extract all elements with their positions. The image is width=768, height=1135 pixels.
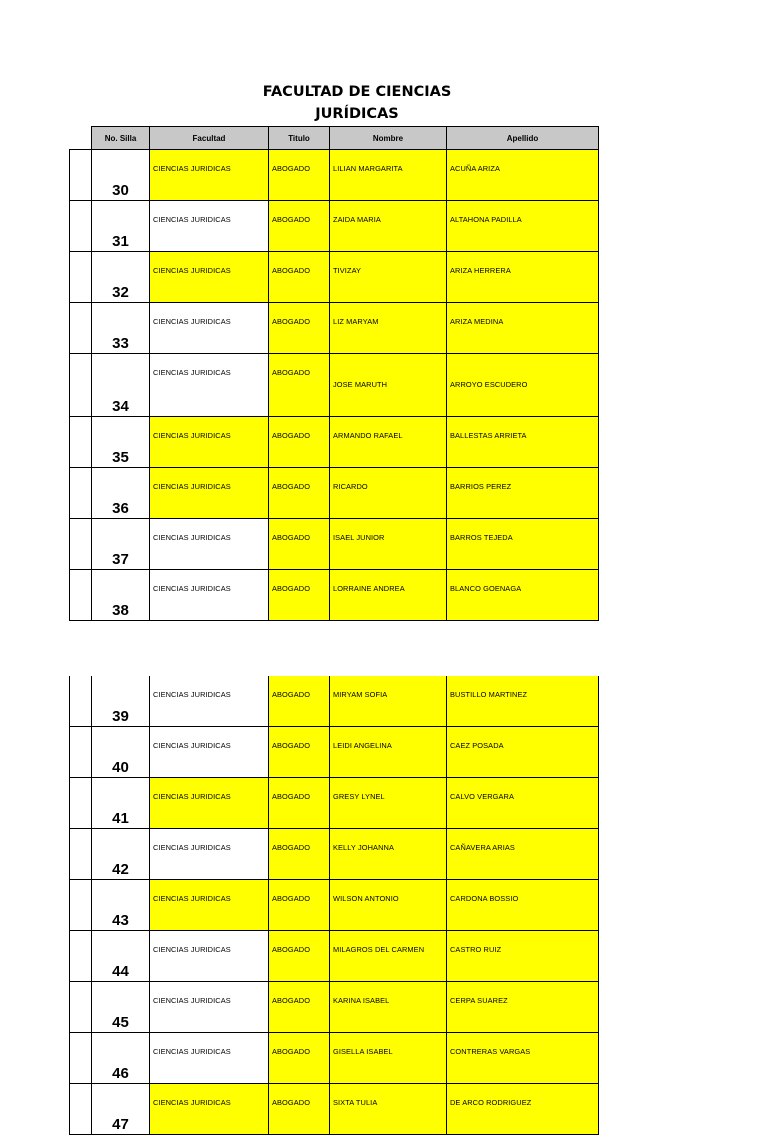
titulo-cell: ABOGADO: [269, 778, 330, 829]
seat-number: 38: [92, 570, 150, 621]
apellido-cell: ALTAHONA PADILLA: [447, 201, 599, 252]
titulo-cell: ABOGADO: [269, 417, 330, 468]
titulo-cell: ABOGADO: [269, 570, 330, 621]
table-row: [70, 982, 599, 1033]
titulo-cell: ABOGADO: [269, 931, 330, 982]
table-row: [70, 676, 599, 727]
seat-number: 45: [92, 982, 150, 1033]
seating-table-bottom: [69, 676, 599, 1135]
facultad-cell: CIENCIAS JURIDICAS: [150, 303, 269, 354]
apellido-cell: BLANCO GOENAGA: [447, 570, 599, 621]
row-checkbox-cell: [70, 252, 92, 303]
nombre-cell: GRESY LYNEL: [330, 778, 447, 829]
row-checkbox-cell: [70, 727, 92, 778]
facultad-cell: CIENCIAS JURIDICAS: [150, 252, 269, 303]
facultad-cell: CIENCIAS JURIDICAS: [150, 201, 269, 252]
table-row: [70, 570, 599, 621]
nombre-cell: LILIAN MARGARITA: [330, 150, 447, 201]
nombre-cell: ISAEL JUNIOR: [330, 519, 447, 570]
table-row: [70, 931, 599, 982]
facultad-cell: CIENCIAS JURIDICAS: [150, 570, 269, 621]
row-checkbox-cell: [70, 354, 92, 417]
table-row: [70, 727, 599, 778]
header-nombre: Nombre: [330, 127, 447, 150]
facultad-cell: CIENCIAS JURIDICAS: [150, 1033, 269, 1084]
row-checkbox-cell: [70, 201, 92, 252]
apellido-cell: ACUÑA ARIZA: [447, 150, 599, 201]
facultad-cell: CIENCIAS JURIDICAS: [150, 519, 269, 570]
titulo-cell: ABOGADO: [269, 829, 330, 880]
seat-number: 37: [92, 519, 150, 570]
table-row: [70, 354, 599, 417]
row-checkbox-cell: [70, 829, 92, 880]
facultad-cell: CIENCIAS JURIDICAS: [150, 727, 269, 778]
nombre-cell: ARMANDO RAFAEL: [330, 417, 447, 468]
row-checkbox-cell: [70, 931, 92, 982]
nombre-cell: ZAIDA MARIA: [330, 201, 447, 252]
titulo-cell: ABOGADO: [269, 150, 330, 201]
facultad-cell: CIENCIAS JURIDICAS: [150, 880, 269, 931]
seat-number: 40: [92, 727, 150, 778]
apellido-cell: CASTRO RUIZ: [447, 931, 599, 982]
facultad-cell: CIENCIAS JURIDICAS: [150, 778, 269, 829]
page-subtitle: JURÍDICAS: [315, 106, 399, 122]
apellido-cell: CALVO VERGARA: [447, 778, 599, 829]
table-row: [70, 252, 599, 303]
facultad-cell: CIENCIAS JURIDICAS: [150, 354, 269, 417]
apellido-cell: DE ARCO RODRIGUEZ: [447, 1084, 599, 1135]
seat-number: 41: [92, 778, 150, 829]
header-facultad: Facultad: [150, 127, 269, 150]
table-row: [70, 519, 599, 570]
seat-number: 35: [92, 417, 150, 468]
nombre-cell: WILSON ANTONIO: [330, 880, 447, 931]
apellido-cell: BARRIOS PEREZ: [447, 468, 599, 519]
row-checkbox-cell: [70, 468, 92, 519]
apellido-cell: CAÑAVERA ARIAS: [447, 829, 599, 880]
facultad-cell: CIENCIAS JURIDICAS: [150, 468, 269, 519]
titulo-cell: ABOGADO: [269, 676, 330, 727]
row-checkbox-cell: [70, 1084, 92, 1135]
header-silla: No. Silla: [92, 127, 150, 150]
nombre-cell: MILAGROS DEL CARMEN: [330, 931, 447, 982]
titulo-cell: ABOGADO: [269, 880, 330, 931]
nombre-cell: RICARDO: [330, 468, 447, 519]
table-row: [70, 1084, 599, 1135]
row-checkbox-cell: [70, 570, 92, 621]
table-row: [70, 468, 599, 519]
titulo-cell: ABOGADO: [269, 468, 330, 519]
seat-number: 46: [92, 1033, 150, 1084]
nombre-cell: JOSE MARUTH: [330, 354, 447, 417]
apellido-cell: ARIZA HERRERA: [447, 252, 599, 303]
seat-number: 44: [92, 931, 150, 982]
nombre-cell: GISELLA ISABEL: [330, 1033, 447, 1084]
page-title: FACULTAD DE CIENCIAS: [262, 84, 452, 100]
table-row: [70, 829, 599, 880]
titulo-cell: ABOGADO: [269, 252, 330, 303]
seat-number: 42: [92, 829, 150, 880]
apellido-cell: CONTRERAS VARGAS: [447, 1033, 599, 1084]
facultad-cell: CIENCIAS JURIDICAS: [150, 676, 269, 727]
nombre-cell: KARINA ISABEL: [330, 982, 447, 1033]
seat-number: 30: [92, 150, 150, 201]
nombre-cell: LORRAINE ANDREA: [330, 570, 447, 621]
nombre-cell: LEIDI ANGELINA: [330, 727, 447, 778]
facultad-cell: CIENCIAS JURIDICAS: [150, 982, 269, 1033]
facultad-cell: CIENCIAS JURIDICAS: [150, 931, 269, 982]
seat-number: 36: [92, 468, 150, 519]
apellido-cell: BALLESTAS ARRIETA: [447, 417, 599, 468]
nombre-cell: MIRYAM SOFIA: [330, 676, 447, 727]
table-row: [70, 778, 599, 829]
apellido-cell: BUSTILLO MARTINEZ: [447, 676, 599, 727]
apellido-cell: CAEZ POSADA: [447, 727, 599, 778]
titulo-cell: ABOGADO: [269, 519, 330, 570]
table-header-row: [70, 127, 599, 150]
titulo-cell: ABOGADO: [269, 303, 330, 354]
table-row: [70, 201, 599, 252]
table-row: [70, 1033, 599, 1084]
titulo-cell: ABOGADO: [269, 727, 330, 778]
header-titulo: Titulo: [269, 127, 330, 150]
row-checkbox-cell: [70, 303, 92, 354]
facultad-cell: CIENCIAS JURIDICAS: [150, 1084, 269, 1135]
row-checkbox-cell: [70, 150, 92, 201]
seat-number: 43: [92, 880, 150, 931]
titulo-cell: ABOGADO: [269, 201, 330, 252]
apellido-cell: ARROYO ESCUDERO: [447, 354, 599, 417]
titulo-cell: ABOGADO: [269, 1084, 330, 1135]
row-checkbox-cell: [70, 519, 92, 570]
apellido-cell: CARDONA BOSSIO: [447, 880, 599, 931]
seat-number: 34: [92, 354, 150, 417]
row-checkbox-cell: [70, 982, 92, 1033]
titulo-cell: ABOGADO: [269, 982, 330, 1033]
nombre-cell: SIXTA TULIA: [330, 1084, 447, 1135]
seat-number: 39: [92, 676, 150, 727]
seat-number: 47: [92, 1084, 150, 1135]
seat-number: 31: [92, 201, 150, 252]
titulo-cell: ABOGADO: [269, 354, 330, 417]
table-row: [70, 417, 599, 468]
header-apellido: Apellido: [447, 127, 599, 150]
facultad-cell: CIENCIAS JURIDICAS: [150, 829, 269, 880]
row-checkbox-cell: [70, 676, 92, 727]
table-row: [70, 303, 599, 354]
apellido-cell: ARIZA MEDINA: [447, 303, 599, 354]
table-row: [70, 150, 599, 201]
seat-number: 33: [92, 303, 150, 354]
seating-table-top: [69, 126, 599, 621]
nombre-cell: KELLY JOHANNA: [330, 829, 447, 880]
row-checkbox-cell: [70, 880, 92, 931]
table-row: [70, 880, 599, 931]
facultad-cell: CIENCIAS JURIDICAS: [150, 417, 269, 468]
row-checkbox-cell: [70, 417, 92, 468]
nombre-cell: LIZ MARYAM: [330, 303, 447, 354]
row-checkbox-cell: [70, 778, 92, 829]
row-checkbox-cell: [70, 1033, 92, 1084]
apellido-cell: CERPA SUAREZ: [447, 982, 599, 1033]
apellido-cell: BARROS TEJEDA: [447, 519, 599, 570]
facultad-cell: CIENCIAS JURIDICAS: [150, 150, 269, 201]
nombre-cell: TIVIZAY: [330, 252, 447, 303]
header-blank: [70, 127, 92, 150]
titulo-cell: ABOGADO: [269, 1033, 330, 1084]
seat-number: 32: [92, 252, 150, 303]
